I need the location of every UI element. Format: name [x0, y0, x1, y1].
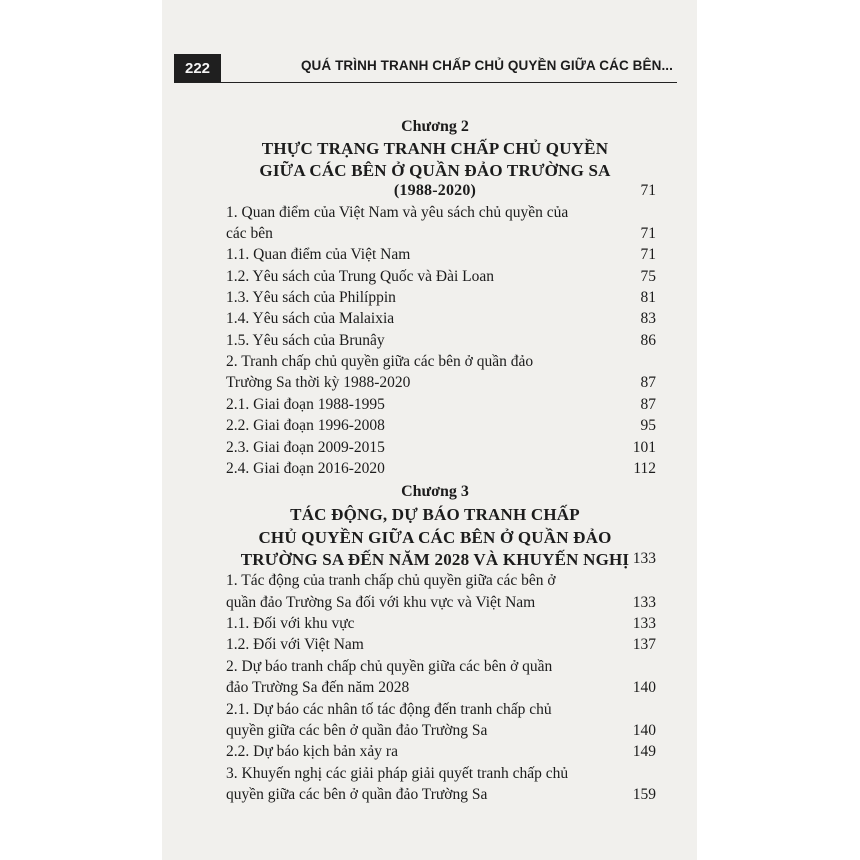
toc-entry-page: 71	[640, 224, 656, 242]
toc-entry-text: 2.2. Giai đoạn 1996-2008	[226, 417, 385, 435]
chapter-2-label: Chương 2	[401, 118, 469, 135]
chapter-2-title-line-3: (1988-2020)	[393, 182, 477, 200]
toc-entry-page: 95	[640, 417, 656, 435]
toc-entry-page: 140	[632, 679, 656, 697]
toc-entry-page: 87	[640, 395, 656, 413]
toc-entry-text: 1.1. Quan điểm của Việt Nam	[226, 246, 411, 264]
toc-entry-text: 3. Khuyến nghị các giải pháp giải quyết tranh chấp chủ	[226, 764, 569, 782]
toc-entry-page: 112	[633, 459, 656, 477]
toc-entry-text: 1.2. Đối với Việt Nam	[226, 636, 364, 654]
toc-entry-text: 2. Tranh chấp chủ quyền giữa các bên ở quần đảo	[226, 353, 534, 371]
toc-entry-text: 1. Quan điểm của Việt Nam và yêu sách chủ quyền của	[226, 203, 569, 221]
toc-entry-page: 137	[632, 636, 656, 654]
toc-entry-page: 159	[632, 786, 656, 803]
toc-entry-text: 2. Dự báo tranh chấp chủ quyền giữa các bên ở quần	[226, 657, 553, 675]
running-title: QUÁ TRÌNH TRANH CHẤP CHỦ QUYỀN GIỮA CÁC BÊN...	[300, 58, 673, 73]
toc-entry-page: 133	[632, 615, 656, 633]
page-number: 222	[174, 54, 221, 82]
toc-entry-text: 1.5. Yêu sách của Brunây	[226, 331, 385, 349]
toc-entry-page: 81	[640, 288, 656, 306]
toc-entry-page: 87	[640, 374, 656, 392]
toc-entry-text: các bên	[226, 224, 273, 242]
toc-entry-text: 2.3. Giai đoạn 2009-2015	[226, 438, 385, 456]
chapter-3-title-line-3: TRƯỜNG SA ĐẾN NĂM 2028 VÀ KHUYẾN NGHỊ	[240, 550, 630, 569]
chapter-3-label: Chương 3	[401, 483, 469, 501]
toc-entry-page: 133	[632, 593, 656, 611]
toc-entry-text: Trường Sa thời kỳ 1988-2020	[226, 374, 411, 392]
chapter-2-title-page: 71	[640, 182, 656, 200]
toc-entry-text: 2.2. Dự báo kịch bản xảy ra	[226, 743, 398, 761]
toc-entry-page: 101	[632, 438, 656, 456]
page-header	[174, 54, 677, 83]
toc-entry-text: 1. Tác động của tranh chấp chủ quyền giữa các bên ở	[226, 572, 556, 590]
chapter-3-title-line-2: CHỦ QUYỀN GIỮA CÁC BÊN Ở QUẦN ĐẢO	[258, 527, 612, 547]
toc-entry-text: quyền giữa các bên ở quần đảo Trường Sa	[226, 786, 488, 803]
toc-entry-page: 71	[640, 246, 656, 264]
toc-entry-page: 140	[632, 721, 656, 739]
toc-entry-text: quần đảo Trường Sa đối với khu vực và Việt Nam	[226, 593, 536, 611]
toc-entry-text: đảo Trường Sa đến năm 2028	[226, 679, 410, 697]
toc-entry-text: 2.1. Giai đoạn 1988-1995	[226, 395, 385, 413]
toc-entry-page: 86	[640, 331, 656, 349]
book-page	[162, 0, 697, 860]
toc-entry-text: 1.4. Yêu sách của Malaixia	[226, 310, 395, 328]
chapter-3-title-line-1: TÁC ĐỘNG, DỰ BÁO TRANH CHẤP	[290, 505, 580, 525]
toc-entry-text: 1.2. Yêu sách của Trung Quốc và Đài Loan	[226, 267, 495, 285]
toc-entry-page: 75	[640, 267, 656, 285]
toc-entry-text: 1.1. Đối với khu vực	[226, 615, 355, 633]
toc-entry-page: 149	[632, 743, 656, 761]
toc-entry-page: 83	[640, 310, 656, 328]
chapter-2-title-line-2: GIỮA CÁC BÊN Ở QUẦN ĐẢO TRƯỜNG SA	[259, 160, 611, 180]
chapter-3-title-page: 133	[632, 550, 656, 567]
toc-entry-text: 1.3. Yêu sách của Philíppin	[226, 288, 396, 306]
toc-entry-text: 2.1. Dự báo các nhân tố tác động đến tranh chấp chủ	[226, 700, 552, 718]
chapter-2-title-line-1: THỰC TRẠNG TRANH CHẤP CHỦ QUYỀN	[261, 139, 609, 159]
toc-entry-text: quyền giữa các bên ở quần đảo Trường Sa	[226, 721, 488, 739]
toc-entry-text: 2.4. Giai đoạn 2016-2020	[226, 459, 385, 477]
